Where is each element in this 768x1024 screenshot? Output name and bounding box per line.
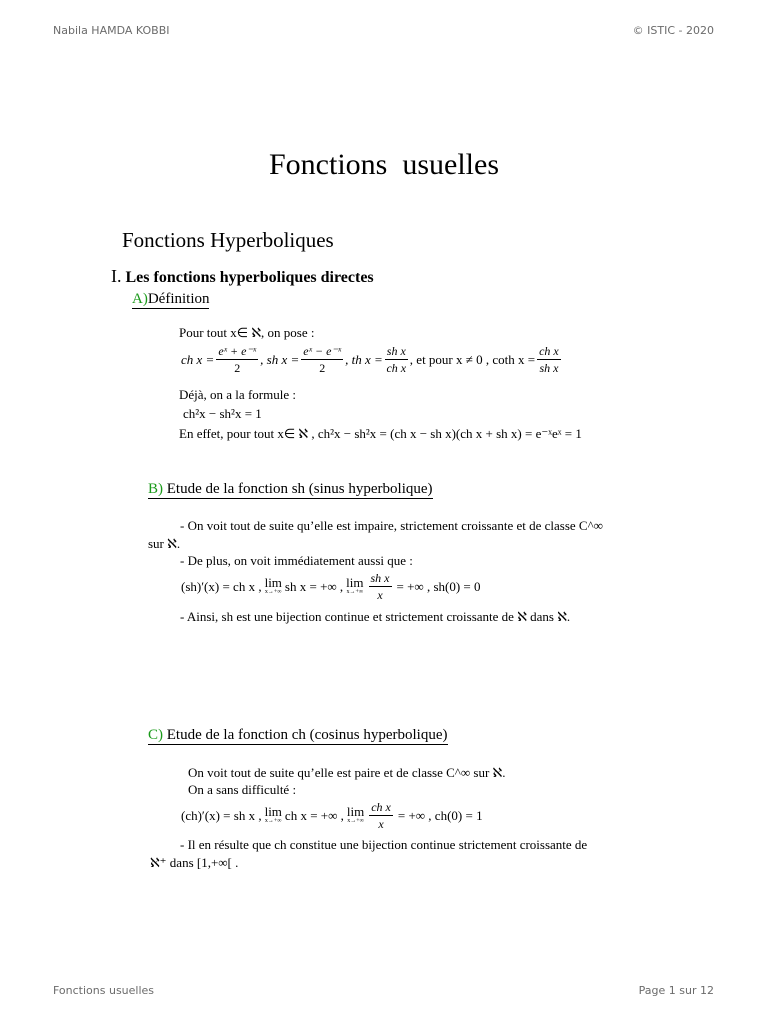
coth-numerator: ch x [539, 344, 559, 358]
ch-paragraph-1: On voit tout de suite qu’elle est paire et de classe C^∞ sur ℵ. [188, 765, 506, 780]
sh-limit-1 [265, 577, 282, 596]
sh-fraction [301, 344, 343, 375]
part-b-title: Etude de la fonction sh (sinus hyperbolique) [166, 481, 433, 497]
fraction-numerator: sh x [370, 571, 390, 585]
part-b-heading [148, 481, 433, 498]
lim-label: lim [346, 575, 364, 590]
lim-subscript: x→+∞ [346, 589, 364, 595]
ch-numerator: eˣ + e⁻ˣ [218, 344, 257, 358]
ch-lhs: ch x = [181, 351, 215, 367]
footer-page-number: Page 1 sur 12 [638, 984, 714, 997]
footer-title: Fonctions usuelles [53, 984, 155, 997]
sh-limit-1-expr: sh x = +∞ , [284, 578, 344, 594]
header-author: Nabila HAMDA KOBBI [53, 24, 170, 37]
coth-condition: , et pour x ≠ 0 , coth x = [409, 351, 536, 367]
ch-limit-2-expr: = +∞ , ch(0) = 1 [397, 807, 483, 823]
sh-denominator: 2 [319, 361, 326, 375]
fraction-denominator: x [378, 817, 384, 831]
th-lhs: , th x = [345, 351, 383, 367]
sh-conclusion: - Ainsi, sh est une bijection continue et strictement croissante de ℵ dans ℵ. [180, 609, 571, 624]
lim-label: lim [264, 804, 282, 819]
fraction-numerator: ch x [371, 800, 391, 814]
ch-denominator: 2 [234, 361, 241, 375]
lim-subscript: x→+∞ [264, 818, 282, 824]
lim-label: lim [264, 575, 282, 590]
definition-intro: Pour tout x∈ ℵ, on pose : [179, 325, 315, 340]
part-a-heading [132, 291, 209, 308]
page-title: Fonctions usuelles [269, 148, 499, 181]
part-a-title: Définition [147, 291, 210, 307]
lim-label: lim [346, 804, 365, 819]
part-a-letter: A) [132, 291, 148, 307]
coth-fraction [537, 344, 561, 375]
part-c-title: Etude de la fonction ch (cosinus hyperbolique) [166, 727, 448, 743]
section-heading [111, 266, 374, 287]
sh-numerator: eˣ − e⁻ˣ [303, 344, 342, 358]
ch-conclusion: - Il en résulte que ch constitue une bijection continue strictement croissante de [180, 837, 588, 852]
coth-denominator: sh x [539, 361, 559, 375]
ch-derivative: (ch)′(x) = sh x , [181, 807, 262, 823]
sh-lhs: , sh x = [260, 351, 300, 367]
th-fraction [385, 344, 408, 375]
section-number: I. [111, 266, 122, 286]
sh-properties-formula [181, 571, 481, 602]
sh-derivative: (sh)′(x) = ch x , [181, 578, 262, 594]
lim-subscript: x→+∞ [264, 589, 282, 595]
sh-paragraph-1: - On voit tout de suite qu’elle est impaire, strictement croissante et de classe C^∞ [180, 518, 603, 533]
deja-text: Déjà, on a la formule : [179, 387, 296, 402]
section-subtitle: Fonctions Hyperboliques [122, 228, 334, 252]
sh-paragraph-2: - De plus, on voit immédiatement aussi que : [180, 553, 413, 568]
part-b-letter: B) [148, 481, 163, 497]
sh-paragraph-1-end: sur ℵ. [148, 536, 181, 551]
section-title: Les fonctions hyperboliques directes [125, 269, 374, 286]
definition-formulas [181, 344, 563, 375]
header-copyright: © ISTIC - 2020 [632, 24, 714, 37]
ch-fraction [216, 344, 258, 375]
th-numerator: sh x [386, 344, 406, 358]
th-denominator: ch x [386, 361, 407, 375]
sh-limit-2-expr: = +∞ , sh(0) = 0 [396, 578, 481, 594]
ch-limit-2 [347, 806, 364, 825]
part-c-heading [148, 727, 448, 744]
sh-limit-2 [346, 577, 363, 596]
ch-conclusion-end: ℵ⁺ dans [1,+∞[ . [150, 855, 239, 870]
part-c-letter: C) [148, 727, 163, 743]
identity-proof: En effet, pour tout x∈ ℵ , ch²x − sh²x = (ch x − sh x)(ch x + sh x) = e⁻ˣeˣ = 1 [179, 426, 582, 441]
ch-properties-formula [181, 800, 483, 831]
lim-subscript: x→+∞ [347, 818, 364, 824]
fraction-denominator: x [377, 588, 383, 602]
identity-formula: ch²x − sh²x = 1 [183, 406, 262, 421]
ch-limit-1 [265, 806, 282, 825]
ch-paragraph-2: On a sans difficulté : [188, 782, 297, 797]
sh-over-x-fraction [369, 571, 392, 602]
ch-limit-1-expr: ch x = +∞ , [284, 807, 344, 823]
ch-over-x-fraction [369, 800, 393, 831]
